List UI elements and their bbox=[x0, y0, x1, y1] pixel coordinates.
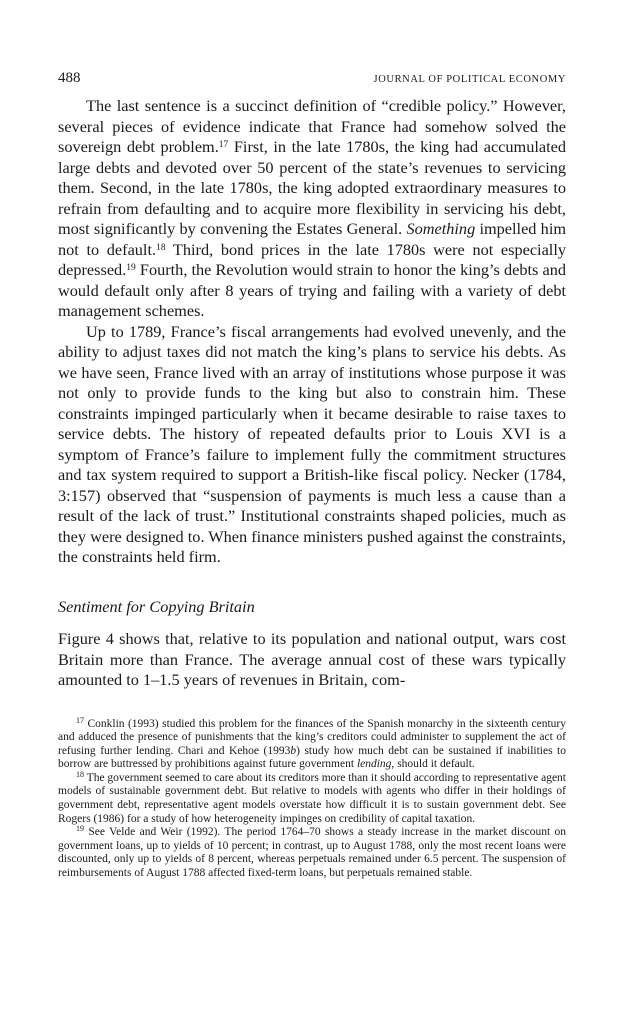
section-paragraph: Figure 4 shows that, relative to its population and national output, wars cost Britain more than France. The average annual cost of these wars typically amounted to 1–1.5 years of revenues in Britain, com- bbox=[58, 629, 566, 689]
paragraph-1-text-e: Third, bond prices in the late 1780s were not especially depressed. bbox=[58, 239, 566, 279]
footnote-17-italic-lending: lending, bbox=[356, 758, 395, 771]
body-text bbox=[58, 96, 566, 568]
paragraph-1-text-a: The last sentence is a succinct definition of “credible policy.” However, several pieces of evidence indicate that France had somehow solved the sovereign debt problem. bbox=[58, 96, 566, 156]
footnote-ref-18: 18 bbox=[156, 242, 166, 253]
paragraph-1-text-d: impelled him not to default. bbox=[58, 219, 567, 259]
footnote-19 bbox=[58, 826, 566, 880]
section-text bbox=[58, 629, 566, 691]
page-number: 488 bbox=[58, 70, 81, 86]
footnote-17-italic-b: b bbox=[290, 744, 297, 757]
footnote-17 bbox=[58, 715, 567, 772]
footnote-ref-17: 17 bbox=[218, 140, 229, 150]
footnote-number-17: 17 bbox=[76, 715, 84, 725]
paragraph-1-text-b: First, in the late 1780s, the king had accumulated large debts and devoted over 50 percent of the state’s revenues to servicing them. Second, in the late 1780s, the king adopted extraordinary measures to refrain from defaulting and to acquire more flexibility in servicing his debt, most significantly by convening the Estates General. bbox=[58, 137, 566, 238]
footnote-18 bbox=[58, 769, 566, 826]
paragraph-2: Up to 1789, France’s fiscal arrangements had evolved unevenly, and the ability to adjust taxes did not match the king’s plans to service his debts. As we have seen, France lived with an array of institutions whose purpose it was not only to provide funds to the king but also to constrain him. These constraints impinged particularly when it became desirable to raise taxes to service debts. The history of repeated defaults prior to Louis XVI is a symptom of France’s failure to implement fully the commitment structures and tax system required to support a British-like fiscal policy. Necker (1784, 3:157) observed that “suspension of payments is much less a cause than a result of the lack of trust.” Institutional constraints shaped policies, much as they were designed to. When finance ministers pushed against the constraints, the constraints held firm. bbox=[58, 321, 566, 566]
footnote-17-text-e: should it default. bbox=[394, 758, 475, 771]
page-header bbox=[58, 70, 566, 92]
footnote-18-text: The government seemed to care about its creditors more than it should according to representative agent models of sustainable government debt. But relative to models with agents who differ in their holdings of government debt, representative agent models overstate how difficult it is to sustain government debt. See Rogers (1986) for a study of how heterogeneity impinges on credibility of capital taxation. bbox=[58, 771, 566, 825]
section-heading: Sentiment for Copying Britain bbox=[58, 596, 255, 616]
footnote-ref-19: 19 bbox=[126, 263, 136, 273]
footnote-number-18: 18 bbox=[76, 769, 84, 779]
footnote-17-text-a: Conklin (1993) studied this problem for the finances of the Spanish monarchy in the sixteenth century and adduced the presence of punishments that the king’s creditors could administer to supplement the act of refusing further lending. Chari and Kehoe (1993 bbox=[58, 717, 566, 757]
paragraph-1-text-f: Fourth, the Revolution would strain to honor the king’s debts and would default only after 8 years of trying and failing with a variety of debt management schemes. bbox=[58, 260, 566, 320]
journal-page bbox=[58, 70, 566, 881]
paragraph-1-emphasis: Something bbox=[406, 219, 476, 238]
running-head: JOURNAL OF POLITICAL ECONOMY bbox=[373, 74, 566, 85]
footnote-19-text: See Velde and Weir (1992). The period 1764–70 shows a steady increase in the market discount on government loans, up to yields of 10 percent; in contrast, up to August 1788, only the most recent loans were discounted, only up to yields of 8 percent, whereas perpetuals remained under 6.5 percent. The suspension of reimbursements of August 1788 affected fixed-term loans, but perpetuals remained stable. bbox=[58, 826, 566, 880]
footnotes bbox=[58, 715, 567, 881]
paragraph-1 bbox=[58, 96, 566, 322]
footnote-number-19: 19 bbox=[76, 824, 84, 834]
footnote-17-text-c: ) study how much debt can be sustained if inabilities to borrow are buttressed by prohibitions against future government bbox=[58, 744, 567, 771]
